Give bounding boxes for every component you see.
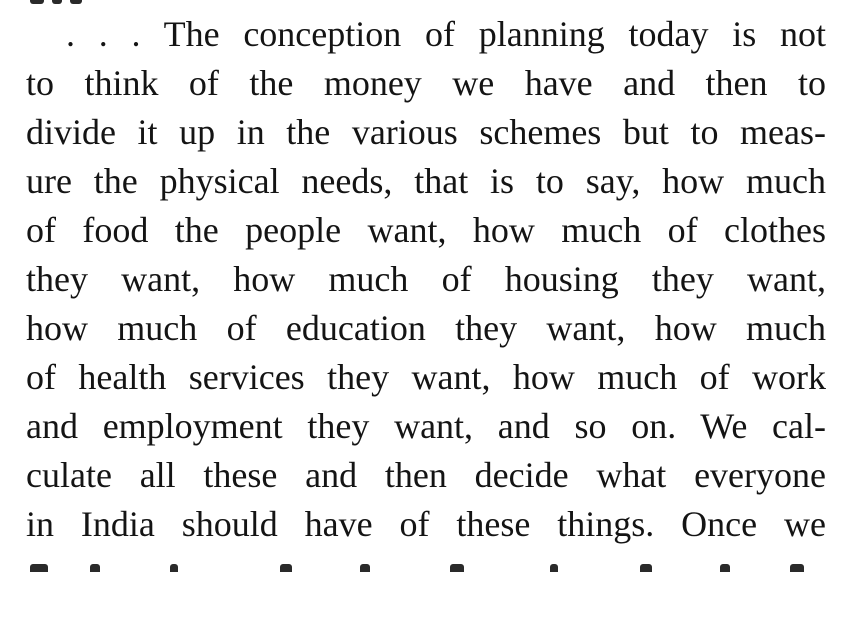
clipped-previous-line bbox=[30, 0, 90, 6]
text-line: culate all these and then decide what everyone bbox=[26, 455, 826, 495]
text-line: they want, how much of housing they want, bbox=[26, 259, 826, 299]
text-line: divide it up in the various schemes but to meas- bbox=[26, 112, 826, 152]
clipped-next-line bbox=[30, 560, 820, 574]
text-line: how much of education they want, how much bbox=[26, 308, 826, 348]
text-line: of health services they want, how much of work bbox=[26, 357, 826, 397]
text-line: and employment they want, and so on. We cal- bbox=[26, 406, 826, 446]
text-line: in India should have of these things. Once we bbox=[26, 504, 826, 544]
text-line: to think of the money we have and then to bbox=[26, 63, 826, 103]
text-line: . . . The conception of planning today is not bbox=[66, 14, 826, 54]
text-line: of food the people want, how much of clothes bbox=[26, 210, 826, 250]
text-line: ure the physical needs, that is to say, how much bbox=[26, 161, 826, 201]
